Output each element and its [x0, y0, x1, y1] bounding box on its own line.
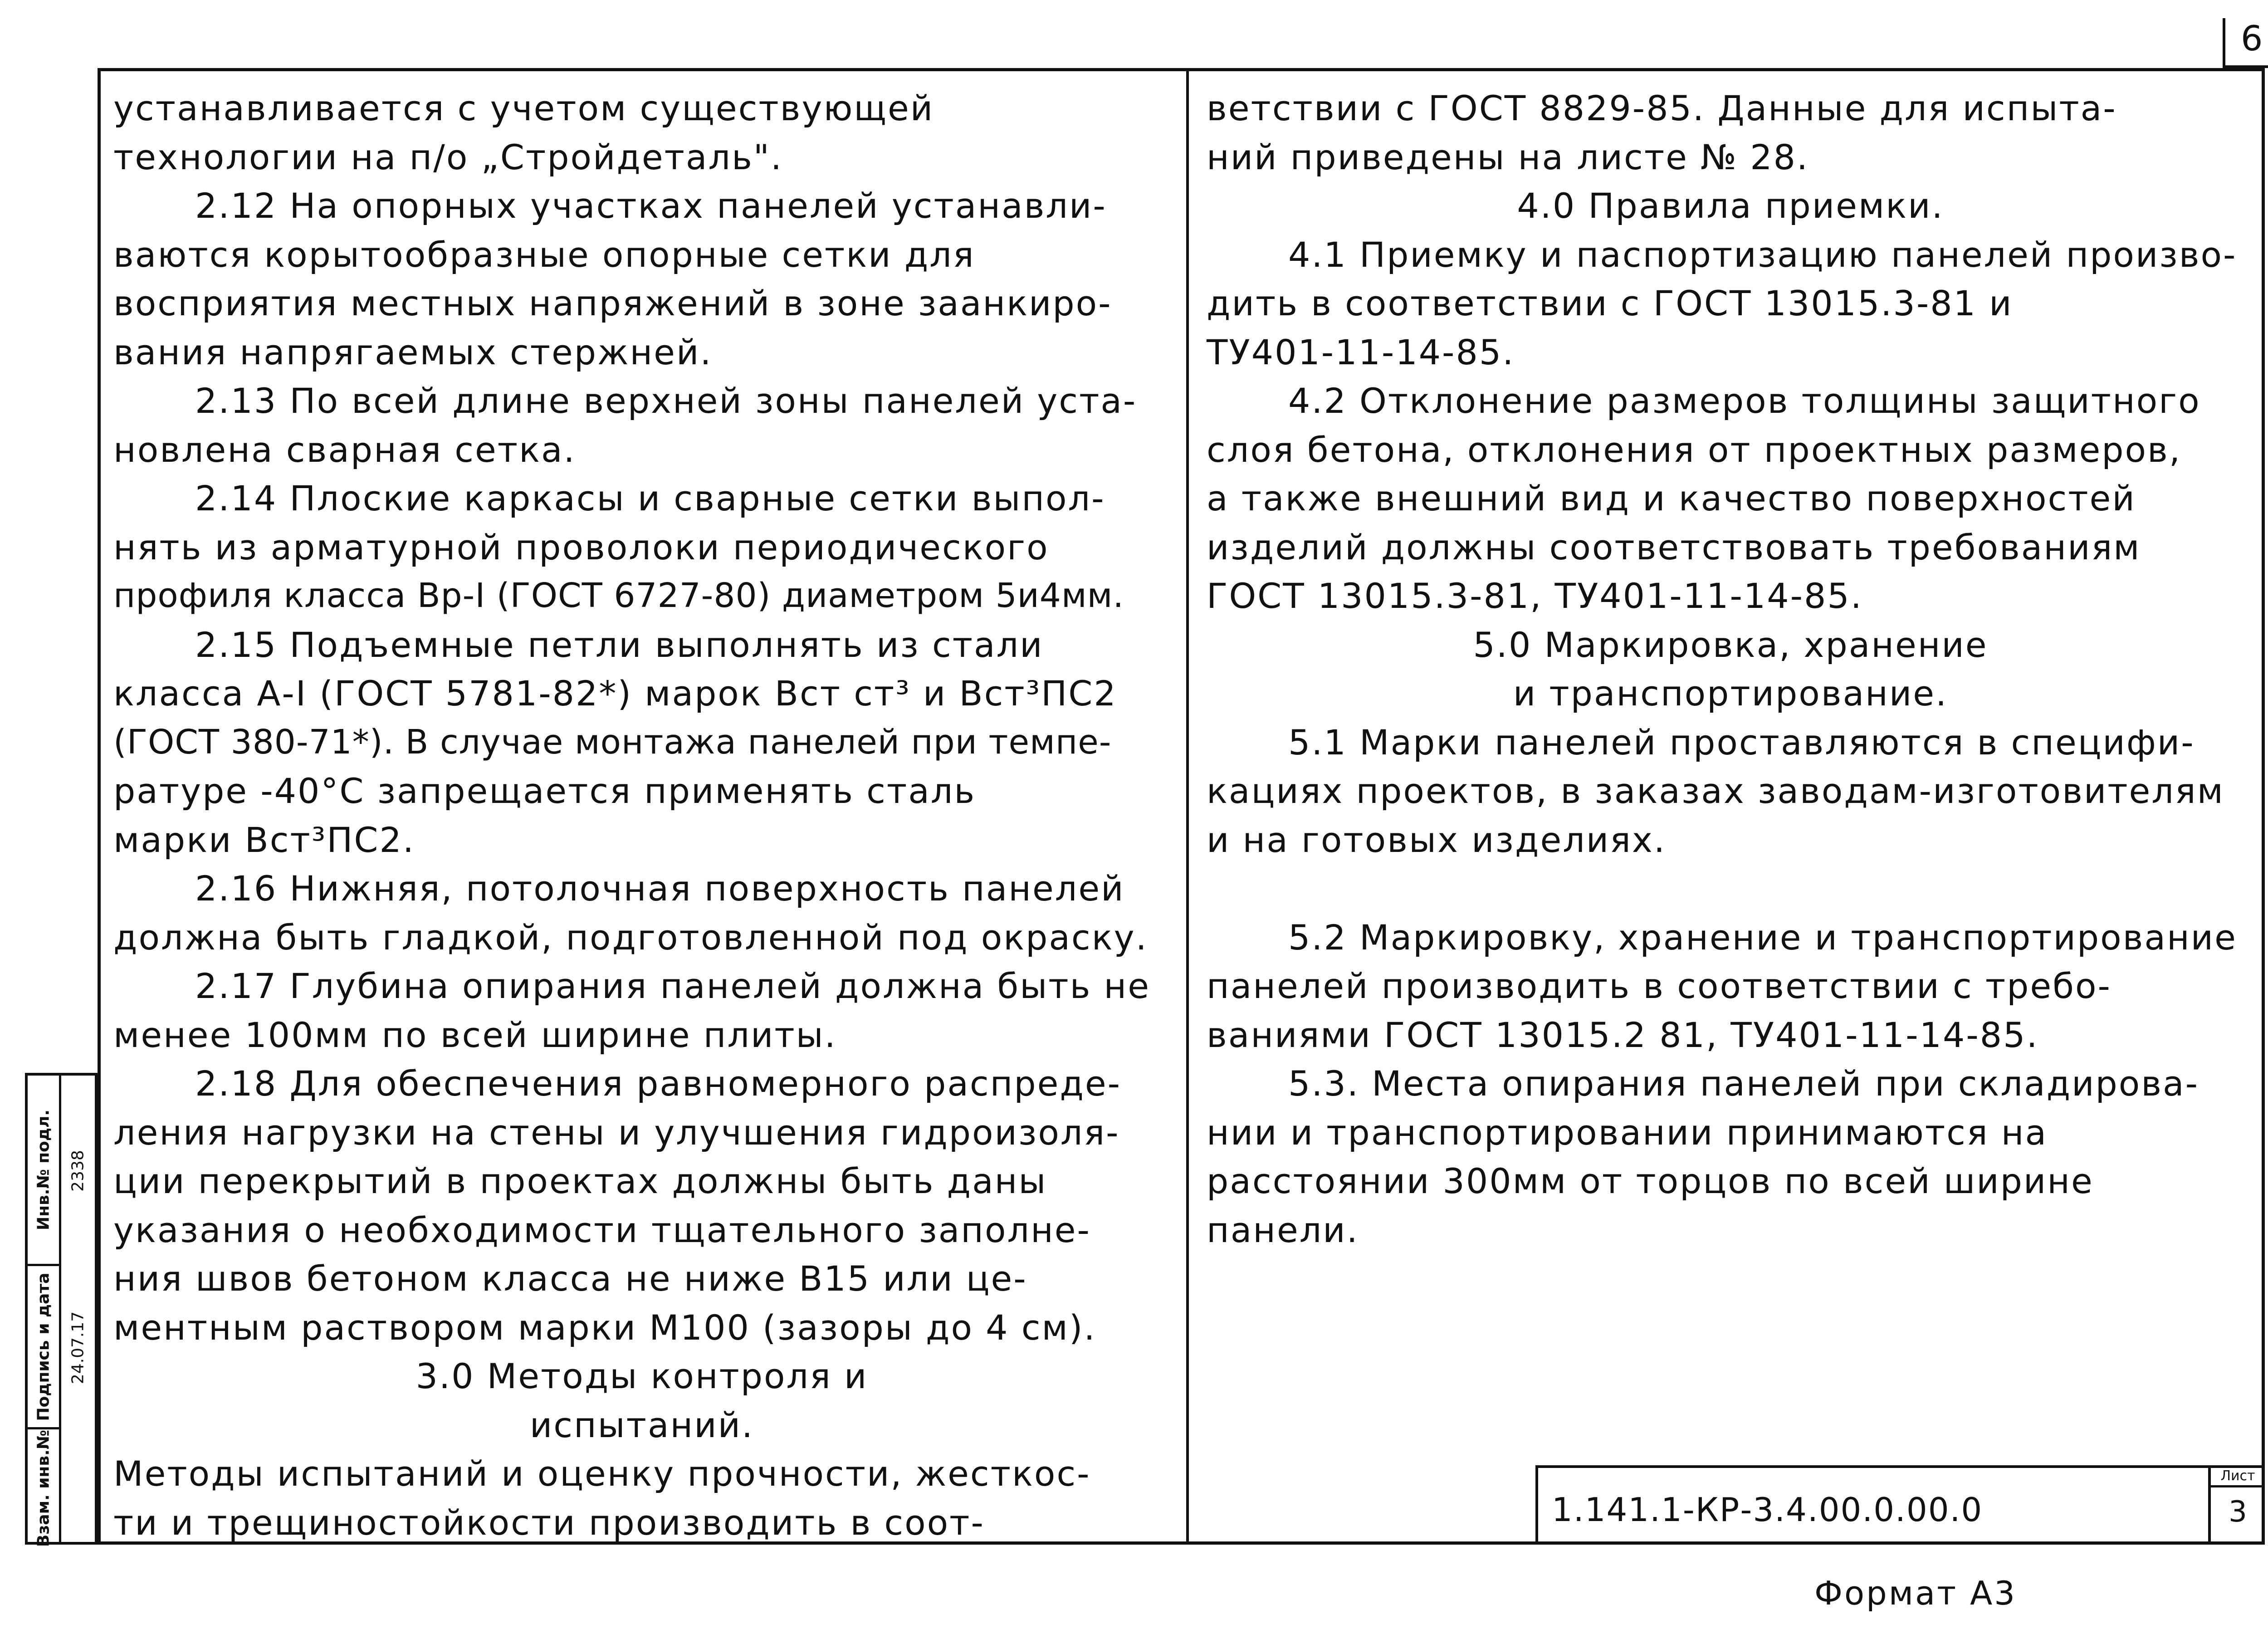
right-text-column — [1207, 84, 2254, 1254]
text-line: 2.13 По всей длине верхней зоны панелей уста- — [195, 381, 1137, 421]
text-line: должна быть гладкой, подготовленной под окраску. — [113, 917, 1148, 958]
stamp-cell-signature-date — [28, 1266, 59, 1429]
sheet-cell — [2208, 1468, 2265, 1545]
text-line: ваниями ГОСТ 13015.2 81, ТУ401-11-14-85. — [1207, 1014, 2039, 1055]
text-line: Методы испытаний и оценку прочности, жесткос- — [113, 1453, 1091, 1494]
stamp-value-inv-podl-cell — [61, 1076, 95, 1266]
sheet-value: 3 — [2229, 1495, 2247, 1529]
text-line: ментным раствором марки М100 (зазоры до 4 см). — [113, 1307, 1096, 1348]
text-line: кациях проектов, в заказах заводам-изготовителям — [1207, 771, 2224, 811]
format-label: Формат А3 — [1814, 1574, 2017, 1612]
margin-stamp — [25, 1073, 98, 1545]
text-line: новлена сварная сетка. — [113, 429, 576, 470]
stamp-cell-vzam-inv — [28, 1429, 59, 1547]
sheet-label: Лист — [2211, 1468, 2265, 1487]
text-line: 3.0 Методы контроля и — [415, 1356, 868, 1396]
text-line: 4.1 Приемку и паспортизацию панелей произво- — [1288, 234, 2237, 275]
stamp-value-column — [61, 1076, 95, 1542]
stamp-value-date-cell — [61, 1266, 95, 1429]
top-sheet-number: 6 — [2241, 18, 2263, 59]
text-line: нять из арматурной проволоки периодического — [113, 527, 1049, 567]
text-line: класса А-I (ГОСТ 5781-82*) марок Вст ст³ и Вст³ПС2 — [113, 673, 1117, 714]
text-line: ний приведены на листе № 28. — [1207, 137, 1809, 177]
stamp-label-signature-date: Подпись и дата — [34, 1272, 53, 1421]
text-line: 5.3. Места опирания панелей при складирова- — [1288, 1063, 2200, 1104]
text-line: и транспортирование. — [1513, 673, 1948, 714]
text-line: расстоянии 300мм от торцов по всей ширине — [1207, 1161, 2094, 1201]
text-line: испытаний. — [529, 1404, 754, 1445]
text-line: 2.14 Плоские каркасы и сварные сетки выпол- — [195, 478, 1105, 519]
text-line: дить в соответствии с ГОСТ 13015.3-81 и — [1207, 283, 2013, 323]
text-line: ти и трещиностойкости производить в соот- — [113, 1502, 985, 1543]
text-line: и на готовых изделиях. — [1207, 819, 1667, 860]
text-line: панели. — [1207, 1209, 1359, 1250]
text-line: профиля класса Вр-I (ГОСТ 6727-80) диаметром 5и4мм. — [113, 576, 1124, 615]
title-block — [1535, 1465, 2265, 1545]
text-line: марки Вст³ПС2. — [113, 819, 415, 860]
text-line: 2.18 Для обеспечения равномерного распреде- — [195, 1063, 1122, 1104]
text-line: ваются корытообразные опорные сетки для — [113, 234, 975, 275]
text-line: слоя бетона, отклонения от проектных размеров, — [1207, 429, 2181, 470]
text-line: 5.1 Марки панелей проставляются в специфи- — [1288, 722, 2195, 763]
text-line: 4.0 Правила приемки. — [1517, 186, 1944, 226]
text-line: 2.12 На опорных участках панелей устанавли- — [195, 186, 1107, 226]
stamp-value-date: 24.07.17 — [68, 1311, 88, 1384]
text-line: 5.0 Маркировка, хранение — [1473, 624, 1988, 665]
text-line: ТУ401-11-14-85. — [1207, 332, 1515, 372]
text-line: 2.17 Глубина опирания панелей должна быть не — [195, 966, 1150, 1006]
text-line: вания напрягаемых стержней. — [113, 332, 713, 372]
text-line: (ГОСТ 380-71*). В случае монтажа панелей при темпе- — [113, 722, 1112, 762]
text-line: технологии на п/о „Стройдеталь". — [113, 137, 783, 177]
stamp-label-inv-podl: Инв.№ подл. — [34, 1109, 53, 1230]
text-line: ления нагрузки на стены и улучшения гидроизоля- — [113, 1112, 1120, 1153]
text-line: указания о необходимости тщательного заполне- — [113, 1209, 1091, 1250]
text-line — [1207, 864, 2254, 913]
text-line: нии и транспортировании принимаются на — [1207, 1112, 2048, 1153]
text-line: менее 100мм по всей ширине плиты. — [113, 1014, 837, 1055]
text-line: ГОСТ 13015.3-81, ТУ401-11-14-85. — [1207, 576, 1863, 616]
text-line: восприятия местных напряжений в зоне заанкиро- — [113, 283, 1112, 323]
text-line: 2.15 Подъемные петли выполнять из стали — [195, 624, 1044, 665]
text-line: 2.16 Нижняя, потолочная поверхность панелей — [195, 868, 1125, 909]
text-line: ветствии с ГОСТ 8829-85. Данные для испыта- — [1207, 88, 2117, 128]
stamp-label-column — [28, 1076, 61, 1547]
text-line: ратуре -40°С запрещается применять сталь — [113, 771, 976, 811]
document-code: 1.141.1-КР-3.4.00.0.00.0 — [1552, 1491, 1983, 1529]
text-line: изделий должны соответствовать требованиям — [1207, 527, 2141, 567]
text-line: панелей производить в соответствии с требо- — [1207, 966, 2112, 1006]
left-text-column — [113, 84, 1170, 1547]
text-line: а также внешний вид и качество поверхностей — [1207, 478, 2136, 519]
stamp-cell-inv-podl — [28, 1076, 59, 1266]
text-line: 4.2 Отклонение размеров толщины защитного — [1288, 381, 2201, 421]
stamp-value-inv-podl: 2338 — [68, 1150, 88, 1192]
text-line: ции перекрытий в проектах должны быть даны — [113, 1161, 1047, 1201]
stamp-label-vzam-inv: Взам. инв.№ — [34, 1429, 53, 1547]
column-divider — [1186, 68, 1189, 1545]
text-line: устанавливается с учетом существующей — [113, 88, 934, 128]
text-line: ния швов бетоном класса не ниже В15 или це- — [113, 1258, 1027, 1299]
text-line: 5.2 Маркировку, хранение и транспортирование — [1288, 917, 2237, 958]
